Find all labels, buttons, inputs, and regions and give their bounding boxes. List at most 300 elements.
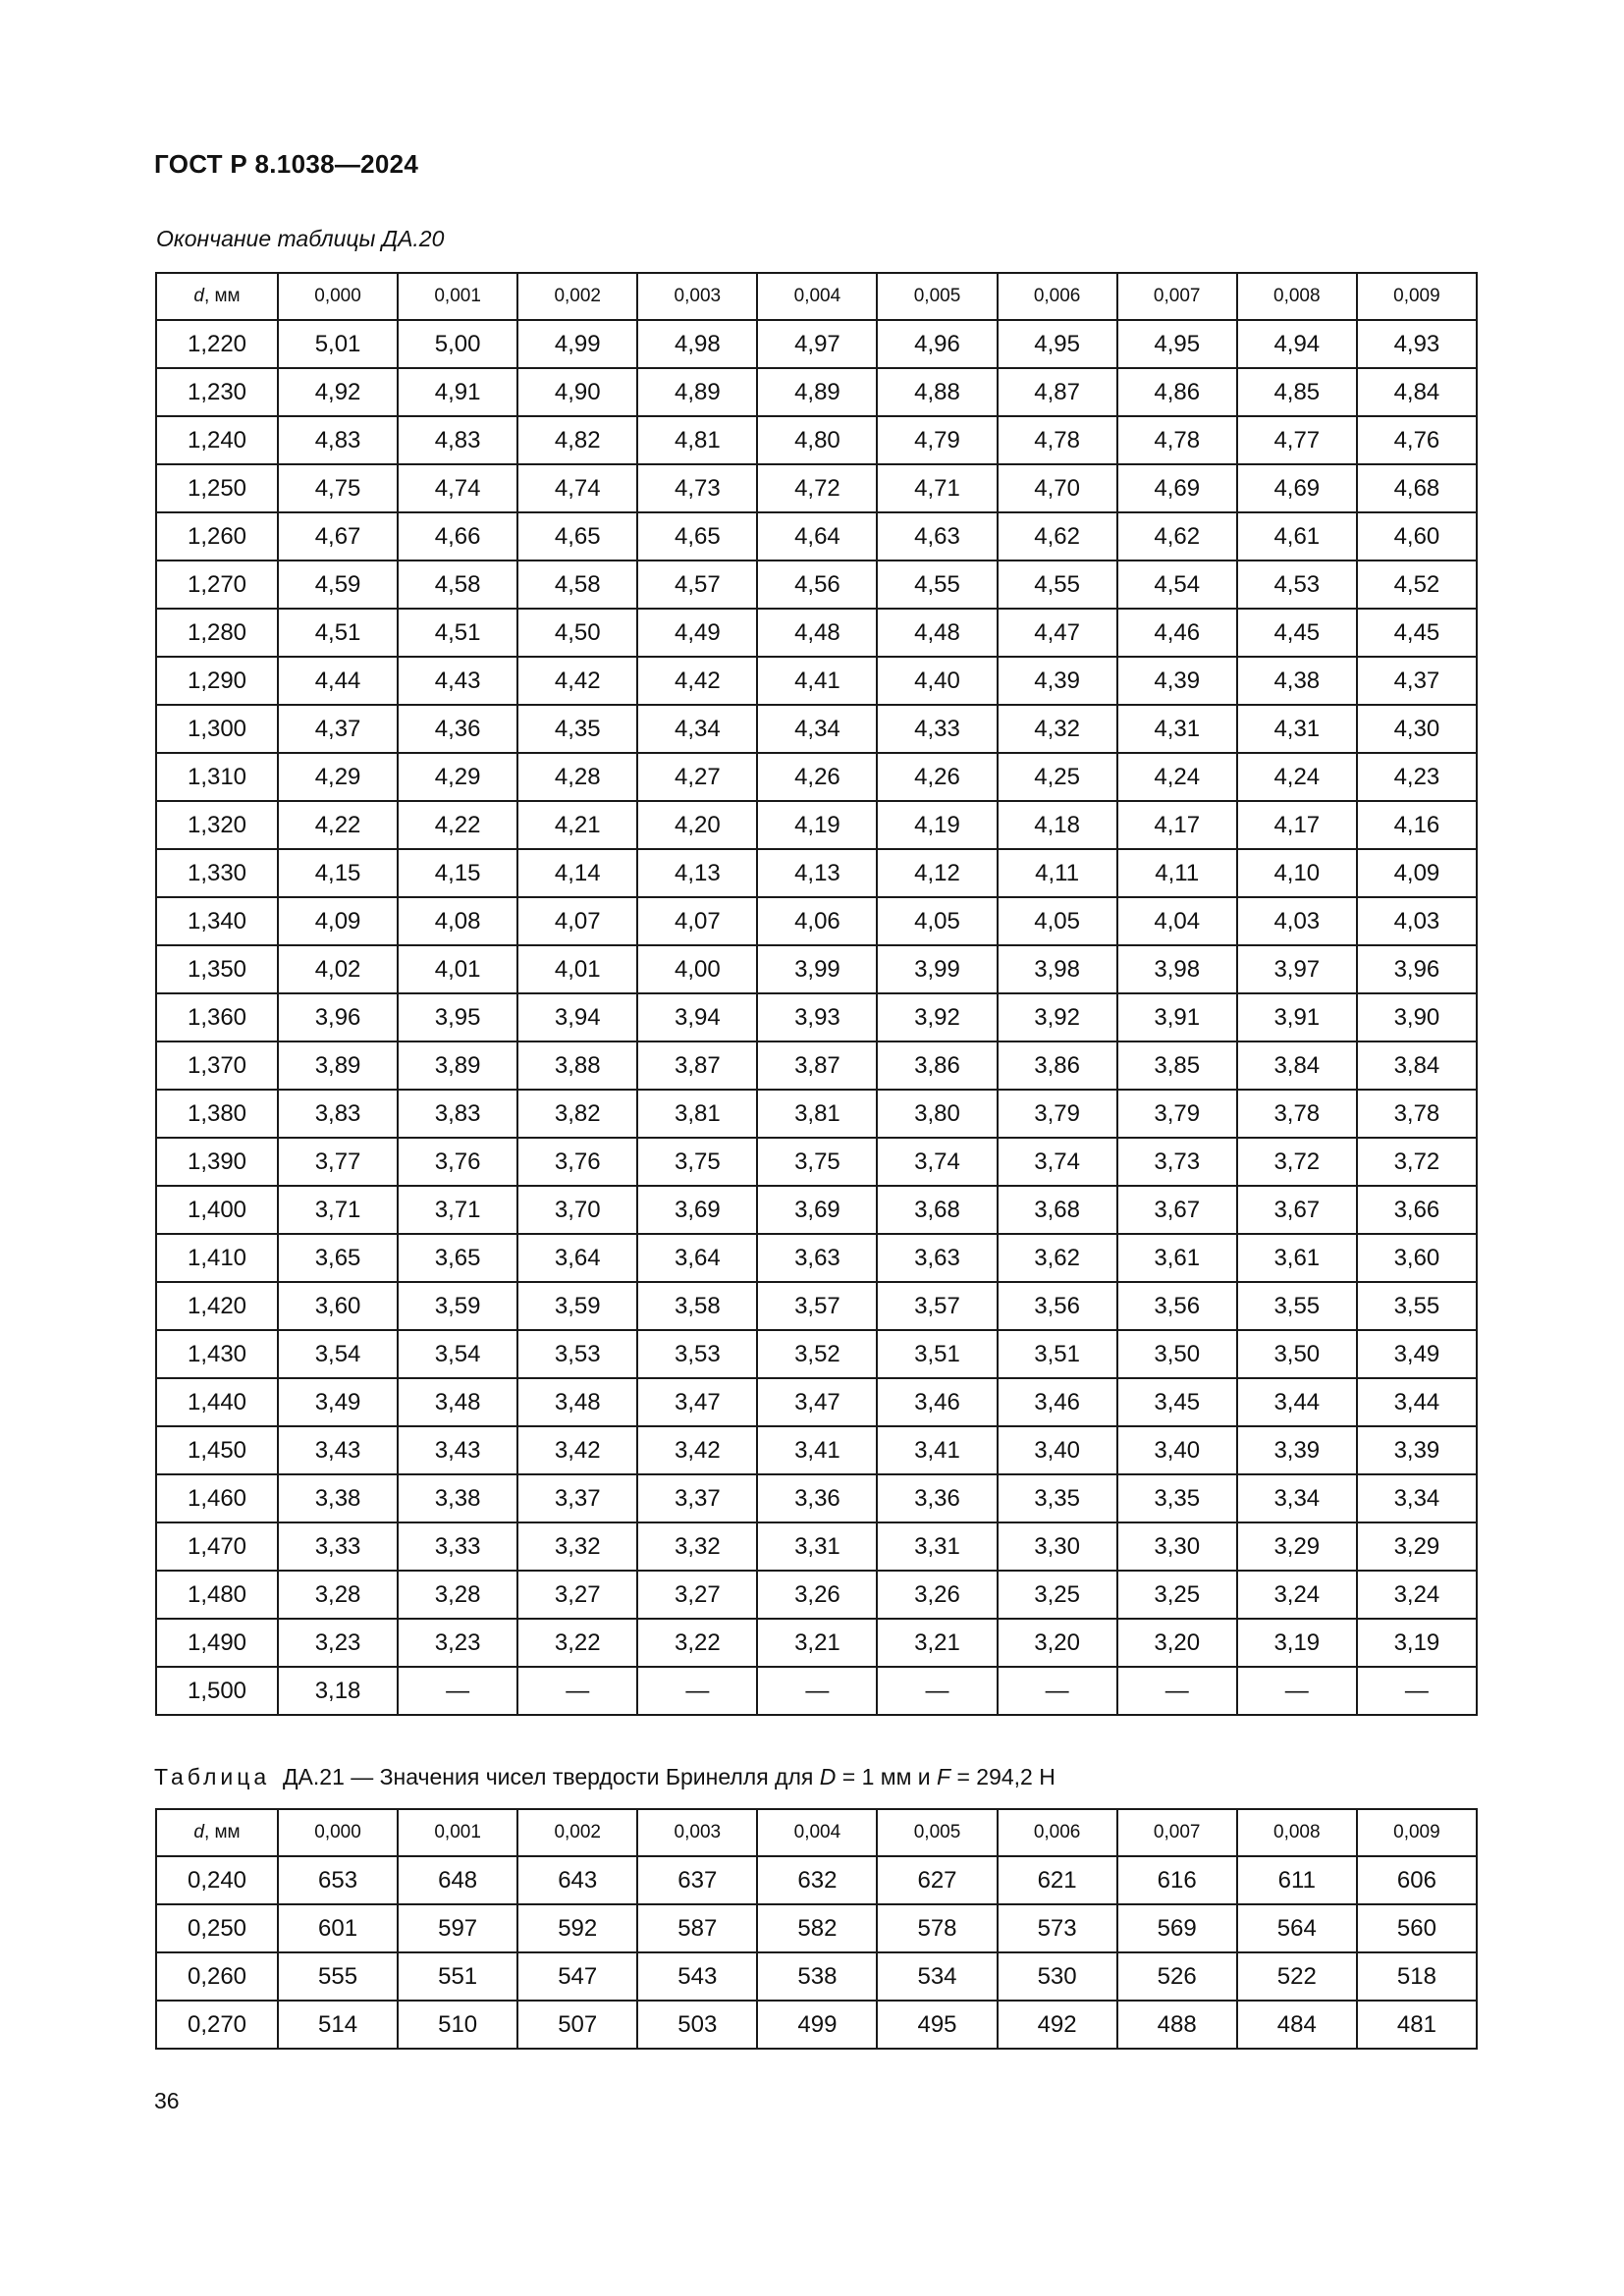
table-cell: 4,83 bbox=[398, 416, 517, 464]
table-cell: 3,82 bbox=[517, 1090, 637, 1138]
table-cell: 4,55 bbox=[877, 561, 997, 609]
table-cell: 3,93 bbox=[757, 993, 877, 1041]
table-cell: 3,78 bbox=[1357, 1090, 1477, 1138]
table-cell: 3,21 bbox=[877, 1619, 997, 1667]
row-diameter-cell: 1,500 bbox=[156, 1667, 278, 1715]
table-cell: 3,50 bbox=[1117, 1330, 1237, 1378]
table-cell: — bbox=[757, 1667, 877, 1715]
table-cell: 3,24 bbox=[1357, 1571, 1477, 1619]
table-cell: 4,72 bbox=[757, 464, 877, 512]
table-row bbox=[156, 1904, 1477, 1952]
table-row bbox=[156, 1138, 1477, 1186]
table-cell: 3,75 bbox=[757, 1138, 877, 1186]
table-cell: 488 bbox=[1117, 2001, 1237, 2049]
table-cell: 564 bbox=[1237, 1904, 1357, 1952]
table-cell: 4,62 bbox=[998, 512, 1117, 561]
table-cell: 4,45 bbox=[1357, 609, 1477, 657]
table-cell: 3,22 bbox=[517, 1619, 637, 1667]
table-cell: 3,64 bbox=[637, 1234, 757, 1282]
table-cell: 3,97 bbox=[1237, 945, 1357, 993]
table-cell: 637 bbox=[637, 1856, 757, 1904]
table-cell: 4,96 bbox=[877, 320, 997, 368]
table-row bbox=[156, 705, 1477, 753]
column-header: 0,006 bbox=[998, 1809, 1117, 1856]
table-cell: 3,39 bbox=[1237, 1426, 1357, 1474]
table-cell: 3,55 bbox=[1357, 1282, 1477, 1330]
table-cell: — bbox=[1117, 1667, 1237, 1715]
table-cell: 592 bbox=[517, 1904, 637, 1952]
column-header: 0,000 bbox=[278, 1809, 398, 1856]
row-diameter-cell: 1,330 bbox=[156, 849, 278, 897]
table-cell: 518 bbox=[1357, 1952, 1477, 2001]
table-cell: 3,44 bbox=[1357, 1378, 1477, 1426]
table-cell: 4,37 bbox=[1357, 657, 1477, 705]
table-cell: 4,69 bbox=[1237, 464, 1357, 512]
table-cell: 547 bbox=[517, 1952, 637, 2001]
row-diameter-cell: 1,390 bbox=[156, 1138, 278, 1186]
table-cell: 3,81 bbox=[757, 1090, 877, 1138]
table-cell: 3,76 bbox=[398, 1138, 517, 1186]
row-diameter-cell: 1,430 bbox=[156, 1330, 278, 1378]
table-row bbox=[156, 1234, 1477, 1282]
row-diameter-cell: 1,440 bbox=[156, 1378, 278, 1426]
table-cell: 4,75 bbox=[278, 464, 398, 512]
row-diameter-cell: 1,300 bbox=[156, 705, 278, 753]
table-row bbox=[156, 512, 1477, 561]
table-cell: 3,35 bbox=[1117, 1474, 1237, 1522]
table-cell: 4,56 bbox=[757, 561, 877, 609]
row-diameter-cell: 0,270 bbox=[156, 2001, 278, 2049]
table-cell: 4,74 bbox=[517, 464, 637, 512]
table-cell: 4,63 bbox=[877, 512, 997, 561]
table-cell: 3,98 bbox=[998, 945, 1117, 993]
row-diameter-cell: 1,260 bbox=[156, 512, 278, 561]
table-cell: 4,51 bbox=[278, 609, 398, 657]
table-cell: 4,13 bbox=[757, 849, 877, 897]
table-cell: 4,48 bbox=[757, 609, 877, 657]
table-cell: 4,14 bbox=[517, 849, 637, 897]
table-cell: 522 bbox=[1237, 1952, 1357, 2001]
table-cell: — bbox=[998, 1667, 1117, 1715]
table-cell: 3,70 bbox=[517, 1186, 637, 1234]
table-cell: 4,33 bbox=[877, 705, 997, 753]
table-cell: 4,44 bbox=[278, 657, 398, 705]
table-cell: 3,68 bbox=[998, 1186, 1117, 1234]
table-cell: 4,38 bbox=[1237, 657, 1357, 705]
table-cell: 3,91 bbox=[1237, 993, 1357, 1041]
column-header: 0,009 bbox=[1357, 273, 1477, 320]
caption-label: Таблица bbox=[154, 1764, 271, 1789]
table-cell: 4,20 bbox=[637, 801, 757, 849]
table-cell: 4,62 bbox=[1117, 512, 1237, 561]
table-row bbox=[156, 1378, 1477, 1426]
table-cell: 3,40 bbox=[998, 1426, 1117, 1474]
table-cell: 3,50 bbox=[1237, 1330, 1357, 1378]
table-cell: 4,58 bbox=[398, 561, 517, 609]
table-cell: 4,78 bbox=[998, 416, 1117, 464]
table-cell: 4,35 bbox=[517, 705, 637, 753]
column-header: 0,000 bbox=[278, 273, 398, 320]
table-cell: 3,74 bbox=[998, 1138, 1117, 1186]
table-cell: 4,61 bbox=[1237, 512, 1357, 561]
row-diameter-cell: 0,250 bbox=[156, 1904, 278, 1952]
table-cell: 4,31 bbox=[1237, 705, 1357, 753]
table-cell: 3,79 bbox=[1117, 1090, 1237, 1138]
table-cell: 3,31 bbox=[877, 1522, 997, 1571]
table-cell: 4,26 bbox=[757, 753, 877, 801]
column-header: 0,002 bbox=[517, 273, 637, 320]
table-cell: — bbox=[637, 1667, 757, 1715]
page-number: 36 bbox=[154, 2088, 180, 2113]
table-cell: 3,48 bbox=[517, 1378, 637, 1426]
table-cell: 4,24 bbox=[1237, 753, 1357, 801]
table-cell: 4,81 bbox=[637, 416, 757, 464]
table-cell: 4,12 bbox=[877, 849, 997, 897]
table-cell: 4,43 bbox=[398, 657, 517, 705]
table-cell: 616 bbox=[1117, 1856, 1237, 1904]
table-cell: 3,77 bbox=[278, 1138, 398, 1186]
table-cell: 4,68 bbox=[1357, 464, 1477, 512]
column-header: 0,007 bbox=[1117, 273, 1237, 320]
table-cell: 3,60 bbox=[278, 1282, 398, 1330]
table-row bbox=[156, 1667, 1477, 1715]
column-header: 0,005 bbox=[877, 1809, 997, 1856]
table-cell: 3,30 bbox=[998, 1522, 1117, 1571]
table-cell: 4,03 bbox=[1357, 897, 1477, 945]
table-cell: 3,83 bbox=[278, 1090, 398, 1138]
table-cell: 4,27 bbox=[637, 753, 757, 801]
table-cell: 4,94 bbox=[1237, 320, 1357, 368]
table-cell: 4,11 bbox=[1117, 849, 1237, 897]
hardness-table-da21 bbox=[155, 1808, 1478, 2050]
table-cell: 3,43 bbox=[278, 1426, 398, 1474]
table-cell: 3,46 bbox=[998, 1378, 1117, 1426]
table-cell: 3,92 bbox=[877, 993, 997, 1041]
table-row bbox=[156, 368, 1477, 416]
table-cell: 4,98 bbox=[637, 320, 757, 368]
column-header: 0,004 bbox=[757, 273, 877, 320]
hardness-table-da20 bbox=[155, 272, 1478, 1716]
table-row bbox=[156, 464, 1477, 512]
row-diameter-cell: 1,360 bbox=[156, 993, 278, 1041]
table-cell: 5,00 bbox=[398, 320, 517, 368]
table-cell: 3,19 bbox=[1237, 1619, 1357, 1667]
table-cell: 4,07 bbox=[637, 897, 757, 945]
table-cell: 597 bbox=[398, 1904, 517, 1952]
column-header: 0,003 bbox=[637, 1809, 757, 1856]
table-row bbox=[156, 849, 1477, 897]
row-diameter-cell: 1,420 bbox=[156, 1282, 278, 1330]
table-cell: 4,55 bbox=[998, 561, 1117, 609]
table-row bbox=[156, 1952, 1477, 2001]
row-diameter-cell: 1,380 bbox=[156, 1090, 278, 1138]
table-cell: 4,89 bbox=[637, 368, 757, 416]
table-cell: 4,66 bbox=[398, 512, 517, 561]
table-cell: 3,28 bbox=[398, 1571, 517, 1619]
table-cell: 648 bbox=[398, 1856, 517, 1904]
table-cell: 4,23 bbox=[1357, 753, 1477, 801]
table-cell: 4,37 bbox=[278, 705, 398, 753]
row-diameter-cell: 1,220 bbox=[156, 320, 278, 368]
table-cell: 4,95 bbox=[1117, 320, 1237, 368]
table-cell: 4,90 bbox=[517, 368, 637, 416]
table-cell: 3,94 bbox=[637, 993, 757, 1041]
table-cell: 4,79 bbox=[877, 416, 997, 464]
table-cell: 3,83 bbox=[398, 1090, 517, 1138]
table-cell: 3,87 bbox=[637, 1041, 757, 1090]
table-cell: 4,65 bbox=[637, 512, 757, 561]
table-cell: 3,54 bbox=[278, 1330, 398, 1378]
table-cell: 503 bbox=[637, 2001, 757, 2049]
table-cell: 3,42 bbox=[517, 1426, 637, 1474]
row-diameter-cell: 1,370 bbox=[156, 1041, 278, 1090]
table-cell: 3,18 bbox=[278, 1667, 398, 1715]
table-cell: 3,34 bbox=[1237, 1474, 1357, 1522]
table-cell: 3,25 bbox=[998, 1571, 1117, 1619]
table-cell: 3,69 bbox=[757, 1186, 877, 1234]
document-header: ГОСТ Р 8.1038—2024 bbox=[154, 149, 419, 179]
row-diameter-cell: 0,240 bbox=[156, 1856, 278, 1904]
table-cell: 4,65 bbox=[517, 512, 637, 561]
table-cell: 4,19 bbox=[877, 801, 997, 849]
table-cell: 4,29 bbox=[278, 753, 398, 801]
table-cell: 3,20 bbox=[998, 1619, 1117, 1667]
table-cell: 4,41 bbox=[757, 657, 877, 705]
table-cell: 4,34 bbox=[757, 705, 877, 753]
column-header: 0,008 bbox=[1237, 1809, 1357, 1856]
table-cell: 3,51 bbox=[877, 1330, 997, 1378]
table-cell: 3,99 bbox=[757, 945, 877, 993]
table-cell: 3,25 bbox=[1117, 1571, 1237, 1619]
column-header: 0,002 bbox=[517, 1809, 637, 1856]
table-cell: 3,57 bbox=[757, 1282, 877, 1330]
column-header: 0,001 bbox=[398, 273, 517, 320]
table-header-row bbox=[156, 1809, 1477, 1856]
table-cell: 4,08 bbox=[398, 897, 517, 945]
table-cell: 4,64 bbox=[757, 512, 877, 561]
table-cell: 3,63 bbox=[757, 1234, 877, 1282]
table-cell: 3,48 bbox=[398, 1378, 517, 1426]
table-cell: 632 bbox=[757, 1856, 877, 1904]
table-row bbox=[156, 801, 1477, 849]
table-cell: 4,91 bbox=[398, 368, 517, 416]
table-cell: 5,01 bbox=[278, 320, 398, 368]
table-cell: 543 bbox=[637, 1952, 757, 2001]
table-cell: 3,21 bbox=[757, 1619, 877, 1667]
table-cell: 3,26 bbox=[877, 1571, 997, 1619]
table-cell: 3,49 bbox=[278, 1378, 398, 1426]
table-cell: 4,13 bbox=[637, 849, 757, 897]
table-cell: 4,69 bbox=[1117, 464, 1237, 512]
column-header: 0,005 bbox=[877, 273, 997, 320]
column-header: 0,009 bbox=[1357, 1809, 1477, 1856]
table-cell: 4,85 bbox=[1237, 368, 1357, 416]
caption-text: ДА.21 — Значения чисел твердости Бринелля для bbox=[282, 1764, 814, 1789]
table-cell: 3,88 bbox=[517, 1041, 637, 1090]
table-cell: — bbox=[1237, 1667, 1357, 1715]
table-cell: 4,06 bbox=[757, 897, 877, 945]
table-row bbox=[156, 1090, 1477, 1138]
table-cell: 4,19 bbox=[757, 801, 877, 849]
table-row bbox=[156, 1426, 1477, 1474]
table-row bbox=[156, 657, 1477, 705]
table-cell: 3,56 bbox=[998, 1282, 1117, 1330]
table-cell: 499 bbox=[757, 2001, 877, 2049]
table-cell: 587 bbox=[637, 1904, 757, 1952]
table-cell: — bbox=[1357, 1667, 1477, 1715]
table-cell: 3,58 bbox=[637, 1282, 757, 1330]
table-cell: 3,27 bbox=[517, 1571, 637, 1619]
table-cell: 526 bbox=[1117, 1952, 1237, 2001]
table-cell: 4,39 bbox=[998, 657, 1117, 705]
table-cell: 4,25 bbox=[998, 753, 1117, 801]
table-cell: 4,71 bbox=[877, 464, 997, 512]
table-cell: 3,52 bbox=[757, 1330, 877, 1378]
table-cell: 3,67 bbox=[1237, 1186, 1357, 1234]
table-cell: 4,36 bbox=[398, 705, 517, 753]
table-cell: 3,59 bbox=[398, 1282, 517, 1330]
table-cell: 4,84 bbox=[1357, 368, 1477, 416]
table-cell: 4,46 bbox=[1117, 609, 1237, 657]
table-cell: 3,72 bbox=[1357, 1138, 1477, 1186]
table-cell: 3,28 bbox=[278, 1571, 398, 1619]
table-cell: 653 bbox=[278, 1856, 398, 1904]
table-cell: 3,91 bbox=[1117, 993, 1237, 1041]
table-cell: 3,45 bbox=[1117, 1378, 1237, 1426]
table-cell: 3,74 bbox=[877, 1138, 997, 1186]
row-diameter-cell: 1,230 bbox=[156, 368, 278, 416]
table-cell: 3,20 bbox=[1117, 1619, 1237, 1667]
table-cell: 4,48 bbox=[877, 609, 997, 657]
table-cell: 3,47 bbox=[637, 1378, 757, 1426]
table-cell: 3,56 bbox=[1117, 1282, 1237, 1330]
table-cell: 4,99 bbox=[517, 320, 637, 368]
row-diameter-cell: 1,400 bbox=[156, 1186, 278, 1234]
table-row bbox=[156, 945, 1477, 993]
table-cell: 4,01 bbox=[398, 945, 517, 993]
table-cell: 4,15 bbox=[398, 849, 517, 897]
table-cell: 4,40 bbox=[877, 657, 997, 705]
table-cell: 3,81 bbox=[637, 1090, 757, 1138]
table-cell: 3,22 bbox=[637, 1619, 757, 1667]
table-row bbox=[156, 1856, 1477, 1904]
table-cell: 3,69 bbox=[637, 1186, 757, 1234]
table-cell: 3,63 bbox=[877, 1234, 997, 1282]
table-cell: 4,80 bbox=[757, 416, 877, 464]
table-cell: 3,59 bbox=[517, 1282, 637, 1330]
table-cell: 4,04 bbox=[1117, 897, 1237, 945]
table-row bbox=[156, 897, 1477, 945]
table-cell: 3,98 bbox=[1117, 945, 1237, 993]
table-cell: 3,96 bbox=[1357, 945, 1477, 993]
table-cell: 4,58 bbox=[517, 561, 637, 609]
table-cell: 3,26 bbox=[757, 1571, 877, 1619]
table-cell: 4,77 bbox=[1237, 416, 1357, 464]
table-cell: 3,65 bbox=[278, 1234, 398, 1282]
table-cell: 4,82 bbox=[517, 416, 637, 464]
table-cell: 481 bbox=[1357, 2001, 1477, 2049]
table-cell: 601 bbox=[278, 1904, 398, 1952]
row-diameter-cell: 1,340 bbox=[156, 897, 278, 945]
table-cell: 3,33 bbox=[278, 1522, 398, 1571]
table-row bbox=[156, 1330, 1477, 1378]
table-cell: 4,49 bbox=[637, 609, 757, 657]
table-cell: 4,18 bbox=[998, 801, 1117, 849]
caption-d-symbol: D bbox=[819, 1764, 837, 1789]
table-cell: 3,36 bbox=[757, 1474, 877, 1522]
table-cell: 3,84 bbox=[1357, 1041, 1477, 1090]
table-cell: — bbox=[398, 1667, 517, 1715]
table-cell: 4,70 bbox=[998, 464, 1117, 512]
table-cell: 3,66 bbox=[1357, 1186, 1477, 1234]
table-cell: 3,89 bbox=[398, 1041, 517, 1090]
table-cell: 4,93 bbox=[1357, 320, 1477, 368]
table-cell: 3,53 bbox=[517, 1330, 637, 1378]
row-diameter-cell: 1,450 bbox=[156, 1426, 278, 1474]
table-cell: 4,21 bbox=[517, 801, 637, 849]
table-cell: 3,30 bbox=[1117, 1522, 1237, 1571]
table-cell: 514 bbox=[278, 2001, 398, 2049]
row-diameter-cell: 1,290 bbox=[156, 657, 278, 705]
table-cell: 3,49 bbox=[1357, 1330, 1477, 1378]
table-cell: 4,42 bbox=[517, 657, 637, 705]
table-cell: 3,61 bbox=[1117, 1234, 1237, 1282]
table-cell: 4,67 bbox=[278, 512, 398, 561]
table-cell: 4,45 bbox=[1237, 609, 1357, 657]
table-cell: 484 bbox=[1237, 2001, 1357, 2049]
column-header: 0,008 bbox=[1237, 273, 1357, 320]
table-cell: 569 bbox=[1117, 1904, 1237, 1952]
row-diameter-cell: 1,310 bbox=[156, 753, 278, 801]
column-header: 0,003 bbox=[637, 273, 757, 320]
row-diameter-cell: 0,260 bbox=[156, 1952, 278, 2001]
table-cell: 3,99 bbox=[877, 945, 997, 993]
table-cell: 4,92 bbox=[278, 368, 398, 416]
table-body bbox=[156, 1856, 1477, 2049]
table-cell: 530 bbox=[998, 1952, 1117, 2001]
table-row bbox=[156, 1474, 1477, 1522]
table-cell: 3,73 bbox=[1117, 1138, 1237, 1186]
table-cell: 3,29 bbox=[1237, 1522, 1357, 1571]
table-cell: 3,29 bbox=[1357, 1522, 1477, 1571]
table-cell: 3,24 bbox=[1237, 1571, 1357, 1619]
table-cell: 492 bbox=[998, 2001, 1117, 2049]
table-cell: 3,76 bbox=[517, 1138, 637, 1186]
table-row bbox=[156, 1522, 1477, 1571]
table-cell: 3,92 bbox=[998, 993, 1117, 1041]
table-cell: 4,28 bbox=[517, 753, 637, 801]
table-da21-caption bbox=[154, 1764, 1056, 1790]
table-cell: 3,32 bbox=[517, 1522, 637, 1571]
table-cell: 3,34 bbox=[1357, 1474, 1477, 1522]
table-cell: 4,03 bbox=[1237, 897, 1357, 945]
table-cell: 3,41 bbox=[877, 1426, 997, 1474]
table-cell: 560 bbox=[1357, 1904, 1477, 1952]
table-cell: 627 bbox=[877, 1856, 997, 1904]
table-cell: 4,26 bbox=[877, 753, 997, 801]
table-cell: 4,32 bbox=[998, 705, 1117, 753]
table-cell: 3,78 bbox=[1237, 1090, 1357, 1138]
table-cell: 510 bbox=[398, 2001, 517, 2049]
table-cell: 578 bbox=[877, 1904, 997, 1952]
table-cell: 4,00 bbox=[637, 945, 757, 993]
table-cell: 4,17 bbox=[1237, 801, 1357, 849]
table-cell: 3,41 bbox=[757, 1426, 877, 1474]
table-cell: 4,11 bbox=[998, 849, 1117, 897]
table-cell: 4,57 bbox=[637, 561, 757, 609]
table-cell: 4,83 bbox=[278, 416, 398, 464]
table-cell: 582 bbox=[757, 1904, 877, 1952]
